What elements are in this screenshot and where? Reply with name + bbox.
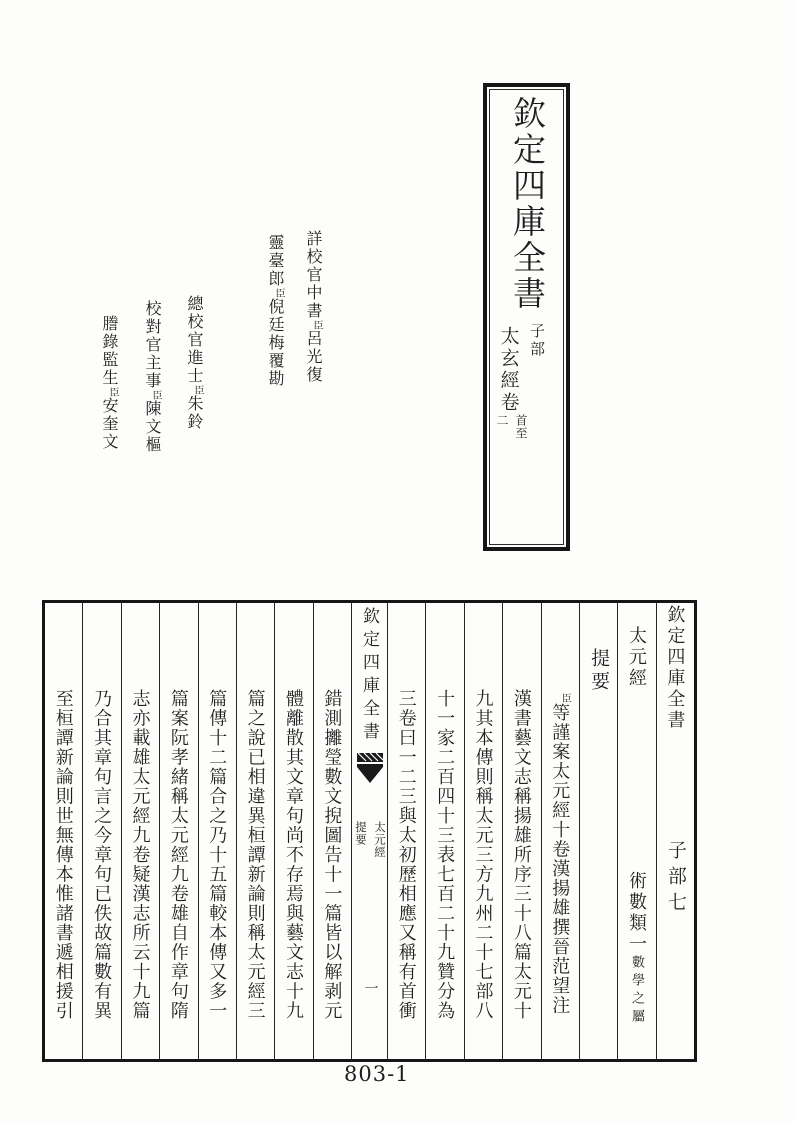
credit-proofreader <box>140 300 163 454</box>
honorific-chen: 臣 <box>192 385 203 395</box>
section-heading: 提要 <box>588 648 610 694</box>
center-edition-title: 欽定四庫全書 <box>360 607 379 745</box>
official-title: 謄錄監生 <box>100 315 117 387</box>
center-section-name: 提要 <box>354 821 366 846</box>
fishtail-ornament <box>357 753 383 785</box>
book-page-frame <box>42 600 697 1062</box>
honorific-chen: 臣 <box>107 387 118 397</box>
column-text <box>547 693 573 1015</box>
column-work-title <box>617 603 655 1059</box>
column-text-content: 十一家二百四十三表七百二十九贊分為 <box>435 689 456 1021</box>
text-column <box>464 603 502 1059</box>
official-name: 倪廷梅覆勘 <box>266 298 283 388</box>
column-text-content: 等謹案太元經十卷漢揚雄撰晉范望注 <box>550 703 571 1015</box>
column-text-content: 三卷曰一二三與太初歷相應又稱有首衝 <box>396 689 417 1021</box>
center-column <box>351 603 387 1059</box>
title-plate <box>483 83 570 551</box>
text-column <box>274 603 312 1059</box>
column-text-content: 體離散其文章句尚不存焉與藝文志十九 <box>283 689 304 1021</box>
folio-number: 803-1 <box>344 1062 410 1086</box>
column-text <box>89 689 115 1021</box>
volume-range-start: 首至 <box>514 414 528 440</box>
plate-division-label: 子部 <box>528 323 544 359</box>
column-text <box>127 689 153 1021</box>
column-text <box>51 689 77 1021</box>
column-text-content: 漢書藝文志稱揚雄所序三十八篇太元十 <box>511 689 532 1021</box>
column-text <box>243 689 269 1021</box>
text-column <box>236 603 274 1059</box>
credit-review-official <box>301 230 324 384</box>
column-section-heading <box>579 603 617 1059</box>
official-title: 靈臺郎 <box>266 234 283 288</box>
column-text-content: 錯測攡瑩數文掜圖告十一篇皆以解剥元 <box>322 689 343 1021</box>
honorific-chen: 臣 <box>559 693 571 703</box>
work-title: 太元經 <box>626 626 647 689</box>
column-text-content: 篇案阮孝緒稱太元經九卷雄自作章句隋 <box>168 689 189 1021</box>
text-column <box>425 603 463 1059</box>
center-work-name: 太元經 <box>373 821 385 859</box>
work-category <box>624 871 650 1027</box>
column-text-content: 乃合其章句言之今章句已佚故篇數有異 <box>92 689 113 1021</box>
official-name: 陳文樞 <box>143 400 160 454</box>
text-column <box>159 603 197 1059</box>
text-column <box>502 603 540 1059</box>
text-columns <box>45 603 694 1059</box>
official-title: 校對官主事 <box>143 300 160 390</box>
volume-range-annotation <box>494 414 530 440</box>
credit-chief-collator <box>182 295 205 431</box>
honorific-chen: 臣 <box>273 288 284 298</box>
column-text <box>394 689 420 1021</box>
text-column <box>541 603 579 1059</box>
honorific-chen: 臣 <box>150 390 161 400</box>
column-text <box>166 689 192 1021</box>
text-column <box>387 603 425 1059</box>
text-column <box>82 603 120 1059</box>
official-name: 安奎文 <box>100 397 117 451</box>
column-text-content: 九其本傳則稱太元三方九州二十七部八 <box>473 689 494 1021</box>
column-text <box>281 689 307 1021</box>
official-title: 總校官進士 <box>185 295 202 385</box>
column-text <box>432 689 458 1021</box>
column-edition-header <box>656 603 694 1059</box>
text-column <box>121 603 159 1059</box>
column-text <box>204 689 230 1021</box>
column-text <box>470 689 496 1021</box>
column-text-content: 至桓譚新論則世無傳本惟諸書遞相援引 <box>53 689 74 1021</box>
column-text-content: 篇之說已相違異桓譚新論則稱太元經三 <box>245 689 266 1021</box>
leaf-number: 一 <box>362 981 378 995</box>
credit-observatory-official <box>263 234 286 388</box>
honorific-chen: 臣 <box>311 320 322 330</box>
volume-range-end: 二 <box>495 414 509 427</box>
center-running-title <box>352 821 387 859</box>
text-column <box>198 603 236 1059</box>
column-text <box>319 689 345 1021</box>
division-label: 子部七 <box>664 840 686 918</box>
edition-title: 欽定四庫全書 <box>665 605 686 731</box>
credit-copyist <box>97 315 120 451</box>
category-label: 術數類一 <box>626 871 647 955</box>
text-column <box>313 603 351 1059</box>
subcategory-label: 數學之屬 <box>629 955 645 1027</box>
column-text-content: 志亦載雄太元經九卷疑漢志所云十九篇 <box>130 689 151 1021</box>
official-name: 朱鈴 <box>185 395 202 431</box>
column-text-content: 篇傳十二篇合之乃十五篇較本傳又多一 <box>207 689 228 1021</box>
text-column <box>45 603 82 1059</box>
volume-title: 太玄經卷 <box>497 326 519 414</box>
column-text <box>509 689 535 1021</box>
plate-volume-label <box>494 326 530 440</box>
official-title: 詳校官中書 <box>304 230 321 320</box>
plate-edition-title: 欽定四庫全書 <box>508 96 544 312</box>
official-name: 呂光復 <box>304 330 321 384</box>
